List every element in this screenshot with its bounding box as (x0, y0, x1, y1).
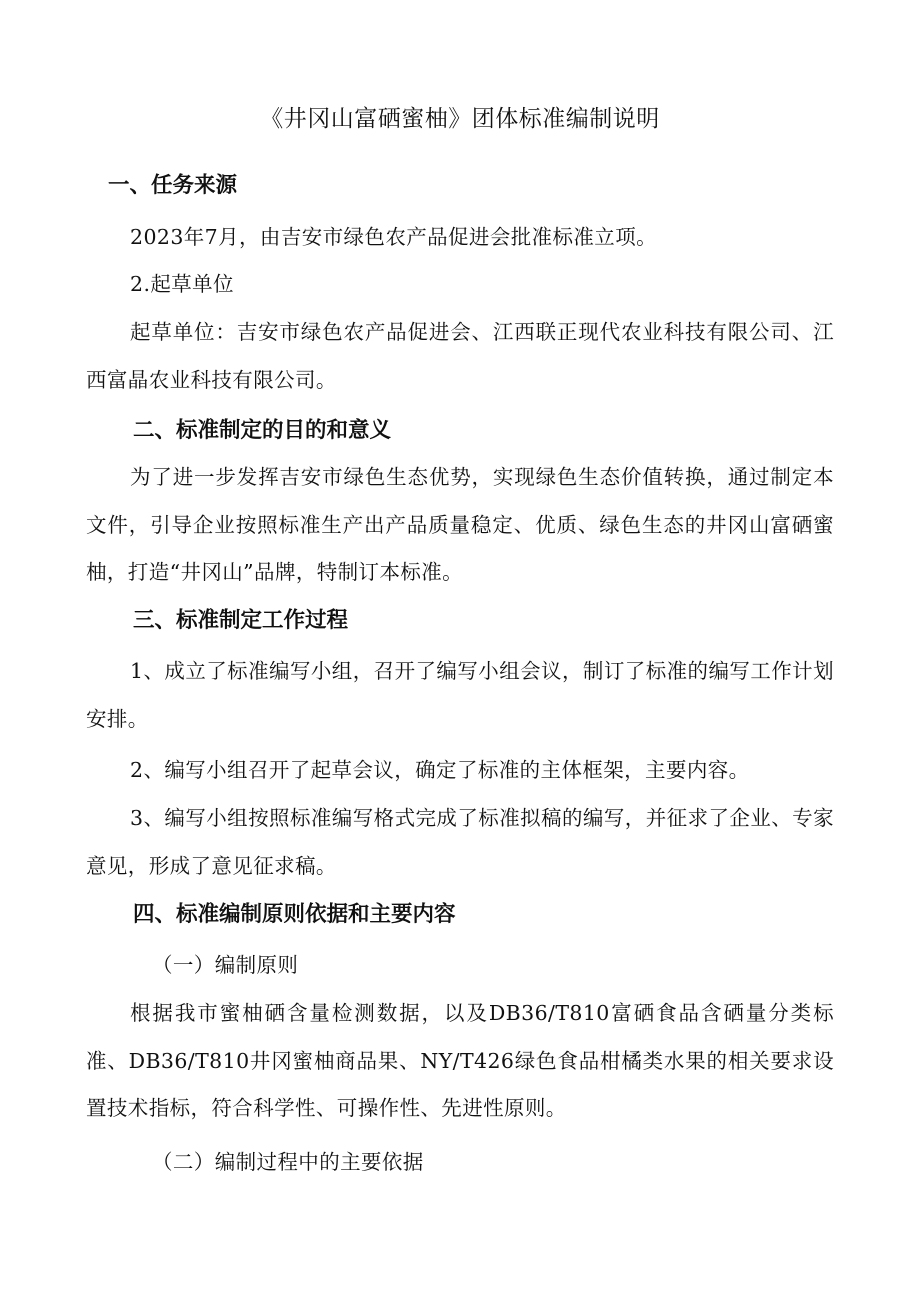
document-title: 《井冈山富硒蜜柚》团体标准编制说明 (260, 106, 660, 132)
section-heading-purpose: 二、标准制定的目的和意义 (133, 418, 392, 443)
paragraph-principles: 根据我市蜜柚硒含量检测数据，以及DB36/T810富硒食品含硒量分类标准、DB36/T810井冈蜜柚商品果、NY/T426绿色食品柑橘类水果的相关要求设置技术指标，符合科学性、可操作性、先进性原则。 (86, 1001, 834, 1120)
paragraph-purpose: 为了进一步发挥吉安市绿色生态优势，实现绿色生态价值转换，通过制定本文件，引导企业按照标准生产出产品质量稳定、优质、绿色生态的井冈山富硒蜜柚，打造“井冈山”品牌，特制订本标准。 (86, 465, 834, 584)
section-heading-work-process: 三、标准制定工作过程 (133, 608, 349, 633)
paragraph-process-step-1: 1、成立了标准编写小组，召开了编写小组会议，制订了标准的编写工作计划安排。 (86, 659, 834, 731)
paragraph-process-step-3: 3、编写小组按照标准编写格式完成了标准拟稿的编写，并征求了企业、专家意见，形成了意见征求稿。 (86, 806, 834, 878)
subheading-compilation-principles: （一）编制原则 (152, 953, 299, 977)
paragraph-project-approval: 2023年7月，由吉安市绿色农产品促进会批准标准立项。 (130, 225, 658, 249)
subheading-main-basis: （二）编制过程中的主要依据 (152, 1150, 424, 1174)
section-heading-principles: 四、标准编制原则依据和主要内容 (133, 902, 456, 927)
paragraph-drafting-units: 起草单位：吉安市绿色农产品促进会、江西联正现代农业科技有限公司、江西富晶农业科技有限公司。 (86, 320, 834, 392)
section-heading-task-source: 一、任务来源 (108, 173, 238, 198)
paragraph-drafting-unit-label: 2.起草单位 (130, 272, 234, 296)
paragraph-process-step-2: 2、编写小组召开了起草会议，确定了标准的主体框架，主要内容。 (130, 758, 750, 782)
